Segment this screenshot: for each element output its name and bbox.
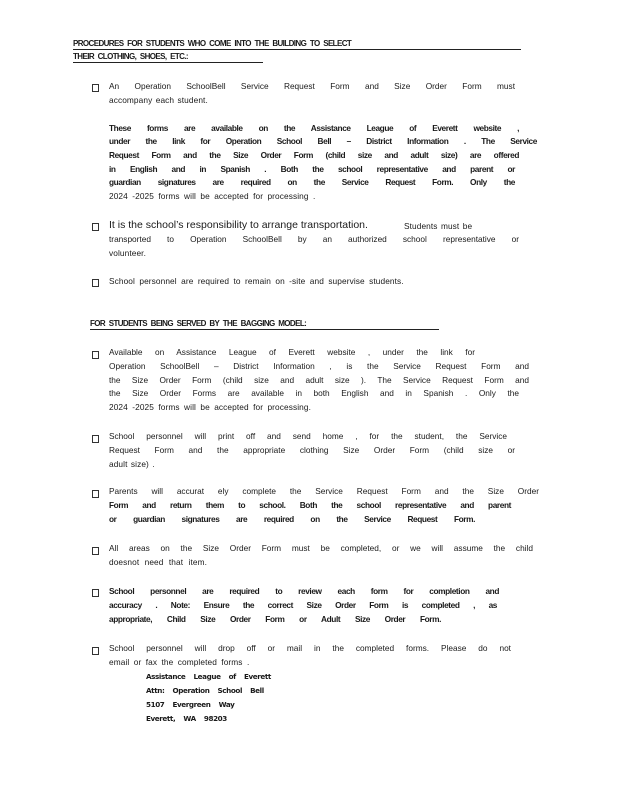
printoff-line3: adult size) . [109,459,155,469]
bullet-accompany-line2: accompany each student. [109,95,208,105]
parents-line3: or guardian signatures are required on the Service Request Form. [109,514,475,524]
transportation-statement: It is the school’s responsibility to arrange transportation. [109,219,368,231]
forms-paragraph-line5: guardian signatures are required on the Service Request Form. Only the [109,177,515,187]
heading-underline-3 [90,329,439,330]
available-line1: Available on Assistance League of Everett website , under the link for [109,347,475,357]
available-line5: 2024 -2025 forms will be accepted for processing. [109,402,311,412]
checkbox-bullet [92,547,99,555]
review-line1: School personnel are required to review each form for completion and [109,586,499,596]
address-line2: Attn: Operation School Bell [146,686,264,695]
allareas-line1: All areas on the Size Order Form must be completed, or we will assume the child [109,543,533,553]
parents-line1: Parents will accurat ely complete the Service Request Form and the Size Order [109,486,539,496]
transportation-line2: transported to Operation SchoolBell by an authorized school representative or [109,234,519,244]
available-line3: the Size Order Form (child size and adult size ). The Service Request Form and [109,375,529,385]
heading-procedures-line2: THEIR CLOTHING, SHOES, ETC.: [73,52,188,61]
transportation-line1-tail: Students must be [404,221,473,231]
bullet-accompany-line1: An Operation SchoolBell Service Request Form and Size Order Form must [109,81,515,91]
checkbox-bullet [92,435,99,443]
checkbox-bullet [92,84,99,92]
checkbox-bullet [92,589,99,597]
forms-paragraph-line1: These forms are available on the Assistance League of Everett website , [109,123,519,133]
heading-underline-2 [73,62,263,63]
checkbox-bullet [92,351,99,359]
allareas-line2: doesnot need that item. [109,557,208,567]
forms-paragraph-line2: under the link for Operation School Bell – District Information . The Service [109,136,537,146]
heading-bagging-model: FOR STUDENTS BEING SERVED BY THE BAGGING MODEL: [90,319,307,328]
review-line3: appropriate, Child Size Order Form or Adult Size Order Form. [109,614,441,624]
printoff-line2: Request Form and the appropriate clothing Size Order Form (child size or [109,445,515,455]
checkbox-bullet [92,490,99,498]
personnel-onsite-line: School personnel are required to remain on -site and supervise students. [109,276,404,286]
checkbox-bullet [92,223,99,231]
dropoff-line2: email or fax the completed forms . [109,657,250,667]
forms-paragraph-line4: in English and in Spanish . Both the school representative and parent or [109,164,515,174]
checkbox-bullet [92,647,99,655]
parents-line2: Form and return them to school. Both the school representative and parent [109,500,511,510]
address-line3: 5107 Evergreen Way [146,700,235,709]
address-line1: Assistance League of Everett [146,672,271,681]
available-line2: Operation SchoolBell – District Information , is the Service Request Form and [109,361,529,371]
forms-paragraph-line6: 2024 -2025 forms will be accepted for processing . [109,191,316,201]
available-line4: the Size Order Forms are available in both English and in Spanish . Only the [109,388,519,398]
review-line2: accuracy . Note: Ensure the correct Size Order Form is completed , as [109,600,497,610]
heading-procedures-line1: PROCEDURES FOR STUDENTS WHO COME INTO THE BUILDING TO SELECT [73,39,352,48]
heading-underline-1 [73,49,521,50]
address-line4: Everett, WA 98203 [146,714,227,723]
dropoff-line1: School personnel will drop off or mail in the completed forms. Please do not [109,643,511,653]
checkbox-bullet [92,279,99,287]
transportation-line3: volunteer. [109,248,146,258]
forms-paragraph-line3: Request Form and the Size Order Form (child size and adult size) are offered [109,150,519,160]
printoff-line1: School personnel will print off and send home , for the student, the Service [109,431,507,441]
